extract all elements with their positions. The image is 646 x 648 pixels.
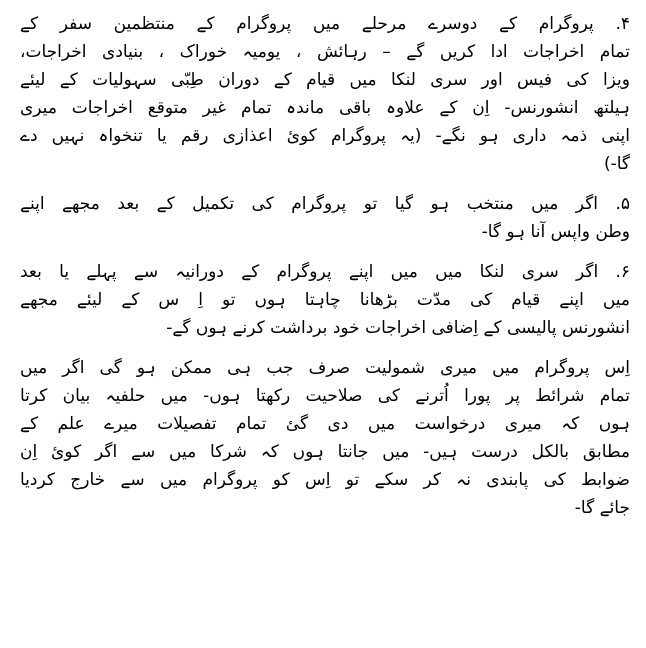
text-line: اپنی ذمہ داری ہو نگے- (یہ پروگرام کوئ اعذازی رقم یا تنخواہ نہیں دے	[20, 126, 630, 146]
text-line: ۴. پروگرام کے دوسرے مرحلے میں پروگرام کے منتظمین سفر کے	[20, 14, 630, 34]
text-line: انشورنس پالیسی کے اِضافی اخراجات خود برداشت کرنے ہوں گے-	[166, 318, 630, 338]
text-line: میں اپنے قیام کی مدّت بڑھانا چاہتا ہوں تو اِ س کے لیئے مجھے	[20, 290, 630, 310]
text-line: ویزا کی فیس اور سری لنکا میں قیام کے دوران طِبّی سہولیات کے لیئے	[20, 70, 630, 90]
text-line: جائے گا-	[574, 498, 630, 518]
text-line: ۶. اگر سری لنکا میں میں اپنے پروگرام کے دورانیہ سے پہلے یا بعد	[20, 262, 630, 282]
paragraph-5	[20, 190, 630, 246]
paragraph-spacer	[20, 246, 630, 258]
declaration-paragraph	[20, 354, 630, 522]
paragraph-spacer	[20, 342, 630, 354]
text-line: ہوں کہ میری درخواست میں دی گئ تمام تفصیلات میرے علم کے	[20, 414, 630, 434]
text-line: مطابق بالکل درست ہیں- میں جانتا ہوں کہ شرکا میں سے اگر کوئ اِن	[20, 442, 630, 462]
text-line: اِس پروگرام میں میری شمولیت صرف جب ہی ممکن ہو گی اگر میں	[20, 358, 630, 378]
text-line: تمام شرائط پر پورا اُترنے کی صلاحیت رکھتا ہوں- میں حلفیہ بیان کرتا	[20, 386, 630, 406]
text-line: ضوابط کی پابندی نہ کر سکے تو اِس کو پروگرام میں سے خارج کردیا	[20, 470, 630, 490]
paragraph-6	[20, 258, 630, 342]
text-line: تمام اخراجات ادا کریں گے – رہائش ، یومیہ خوراک ، بنیادی اخراجات،	[20, 42, 630, 62]
text-line: ۵. اگر میں منتخب ہو گیا تو پروگرام کی تکمیل کے بعد مجھے اپنے	[20, 194, 630, 214]
paragraph-spacer	[20, 178, 630, 190]
text-line: ہیلتھ انشورنس- اِن کے علاوہ باقی ماندہ تمام غیر متوقع اخراجات میری	[20, 98, 630, 118]
text-line: گا-)	[603, 154, 630, 174]
text-line: وطن واپس آنا ہو گا-	[481, 222, 630, 242]
paragraph-4	[20, 10, 630, 178]
